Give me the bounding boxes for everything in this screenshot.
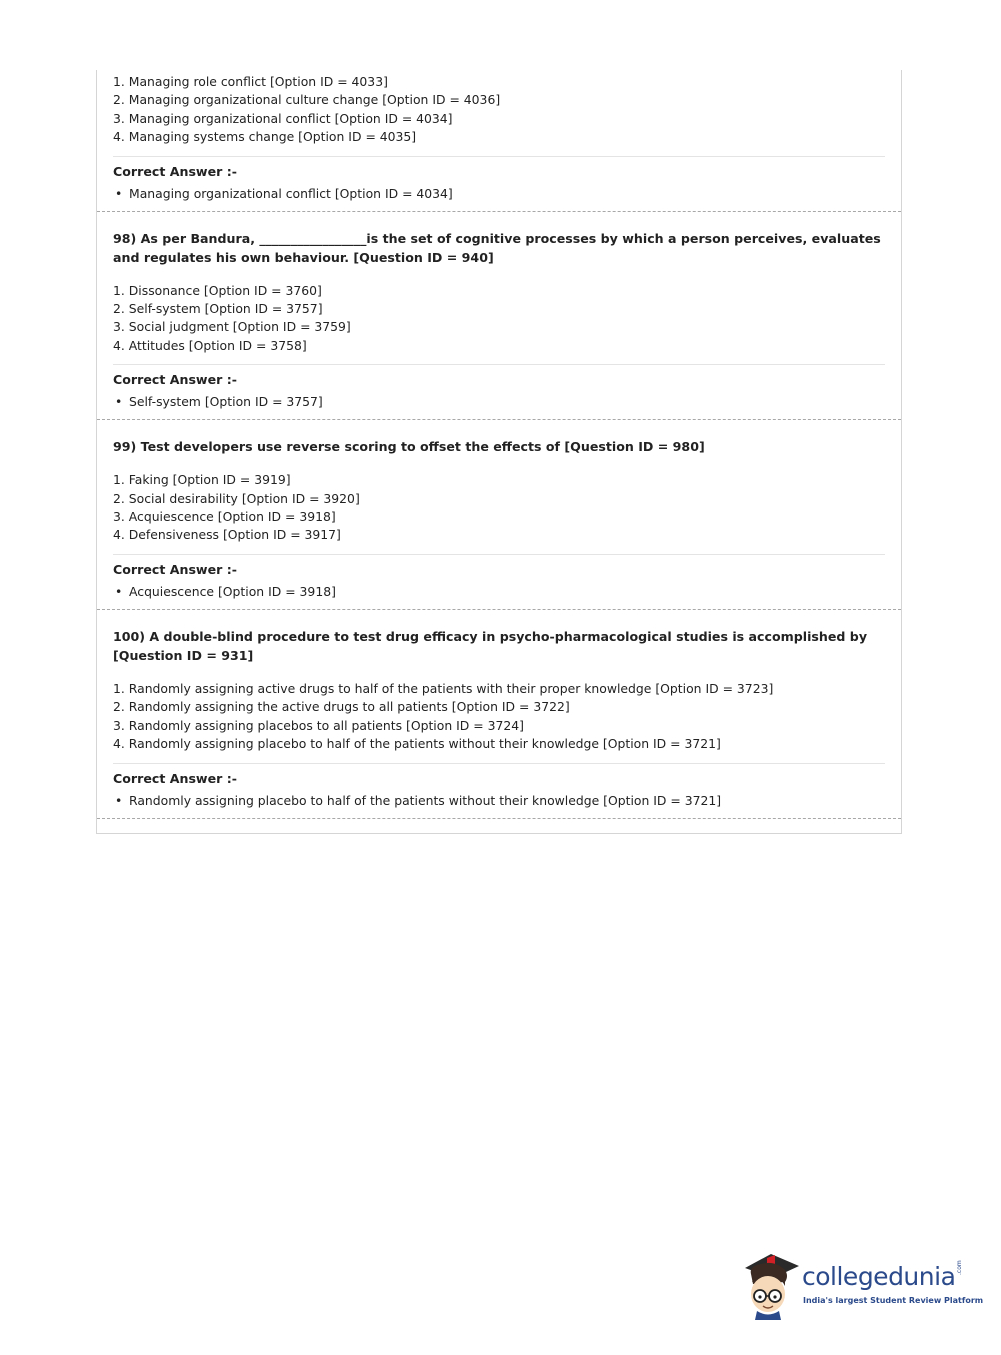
correct-answer-block (113, 364, 885, 419)
correct-answer-block (113, 554, 885, 609)
correct-answer-title: Correct Answer :- (113, 770, 237, 786)
options-list (113, 278, 885, 365)
option-1: 1. Managing role conflict [Option ID = 4033] (113, 74, 388, 89)
bullet-icon: • (115, 394, 123, 410)
correct-answer-block (113, 156, 885, 211)
option-1: 1. Faking [Option ID = 3919] (113, 472, 291, 488)
question-divider (97, 818, 901, 819)
option-2: 2. Social desirability [Option ID = 3920] (113, 490, 360, 506)
option-3: 3. Acquiescence [Option ID = 3918] (113, 509, 336, 525)
question-text (113, 610, 885, 676)
question-99 (97, 420, 901, 610)
question-line-1: 99) Test developers use reverse scoring to offset the effects of [Question ID = 980] (113, 439, 705, 455)
logo-wordmark: collegedunia (802, 1262, 956, 1291)
option-4: 4. Managing systems change [Option ID = 4035] (113, 129, 417, 145)
option-3: 3. Social judgment [Option ID = 3759] (113, 319, 351, 335)
question-line-2: and regulates his own behaviour. [Question ID = 940] (113, 249, 494, 265)
option-1: 1. Randomly assigning active drugs to half of the patients with their proper knowledge [Option ID = 3723] (113, 680, 774, 696)
correct-answer-title: Correct Answer :- (113, 372, 237, 388)
correct-answer (113, 393, 885, 411)
correct-answer-text: Randomly assigning placebo to half of the patients without their knowledge [Option ID = 3721] (129, 792, 722, 808)
correct-answer-block (113, 763, 885, 818)
bullet-icon: • (115, 185, 123, 201)
correct-answer-text: Acquiescence [Option ID = 3918] (129, 583, 336, 599)
bullet-icon: • (115, 583, 123, 599)
question-line-1: 100) A double-blind procedure to test drug efficacy in psycho-pharmacological studies is accomplished by (113, 628, 868, 644)
option-4: 4. Randomly assigning placebo to half of the patients without their knowledge [Option ID = 3721] (113, 736, 721, 752)
correct-answer-text: Self-system [Option ID = 3757] (129, 394, 323, 410)
option-3: 3. Managing organizational conflict [Option ID = 4034] (113, 110, 453, 126)
mascot-icon (741, 1248, 803, 1320)
option-2: 2. Randomly assigning the active drugs to all patients [Option ID = 3722] (113, 699, 570, 715)
option-3: 3. Randomly assigning placebos to all patients [Option ID = 3724] (113, 717, 524, 733)
correct-answer (113, 792, 885, 810)
option-2: 2. Self-system [Option ID = 3757] (113, 301, 323, 317)
options-list (113, 676, 885, 763)
logo-tagline: India's largest Student Review Platform (803, 1296, 984, 1305)
question-text (113, 212, 885, 278)
option-4: 4. Attitudes [Option ID = 3758] (113, 337, 307, 353)
correct-answer (113, 583, 885, 601)
option-2: 2. Managing organizational culture change [Option ID = 4036] (113, 92, 501, 108)
options-list (113, 467, 885, 554)
question-line-1: 98) As per Bandura, _________________is the set of cognitive processes by which a person perceives, evaluates (113, 230, 881, 246)
logo-suffix: .com (956, 1260, 963, 1275)
bullet-icon: • (115, 792, 123, 808)
correct-answer-text: Managing organizational conflict [Option ID = 4034] (129, 185, 453, 201)
question-97 (97, 70, 901, 212)
question-98 (97, 212, 901, 421)
question-sheet (96, 70, 902, 834)
question-line-2: [Question ID = 931] (113, 647, 254, 663)
question-100 (97, 610, 901, 819)
question-text (113, 420, 885, 467)
options-list (113, 70, 885, 156)
correct-answer (113, 185, 885, 203)
correct-answer-title: Correct Answer :- (113, 561, 237, 577)
option-1: 1. Dissonance [Option ID = 3760] (113, 282, 322, 298)
correct-answer-title: Correct Answer :- (113, 163, 237, 179)
option-4: 4. Defensiveness [Option ID = 3917] (113, 527, 341, 543)
collegedunia-logo[interactable] (741, 1248, 984, 1320)
